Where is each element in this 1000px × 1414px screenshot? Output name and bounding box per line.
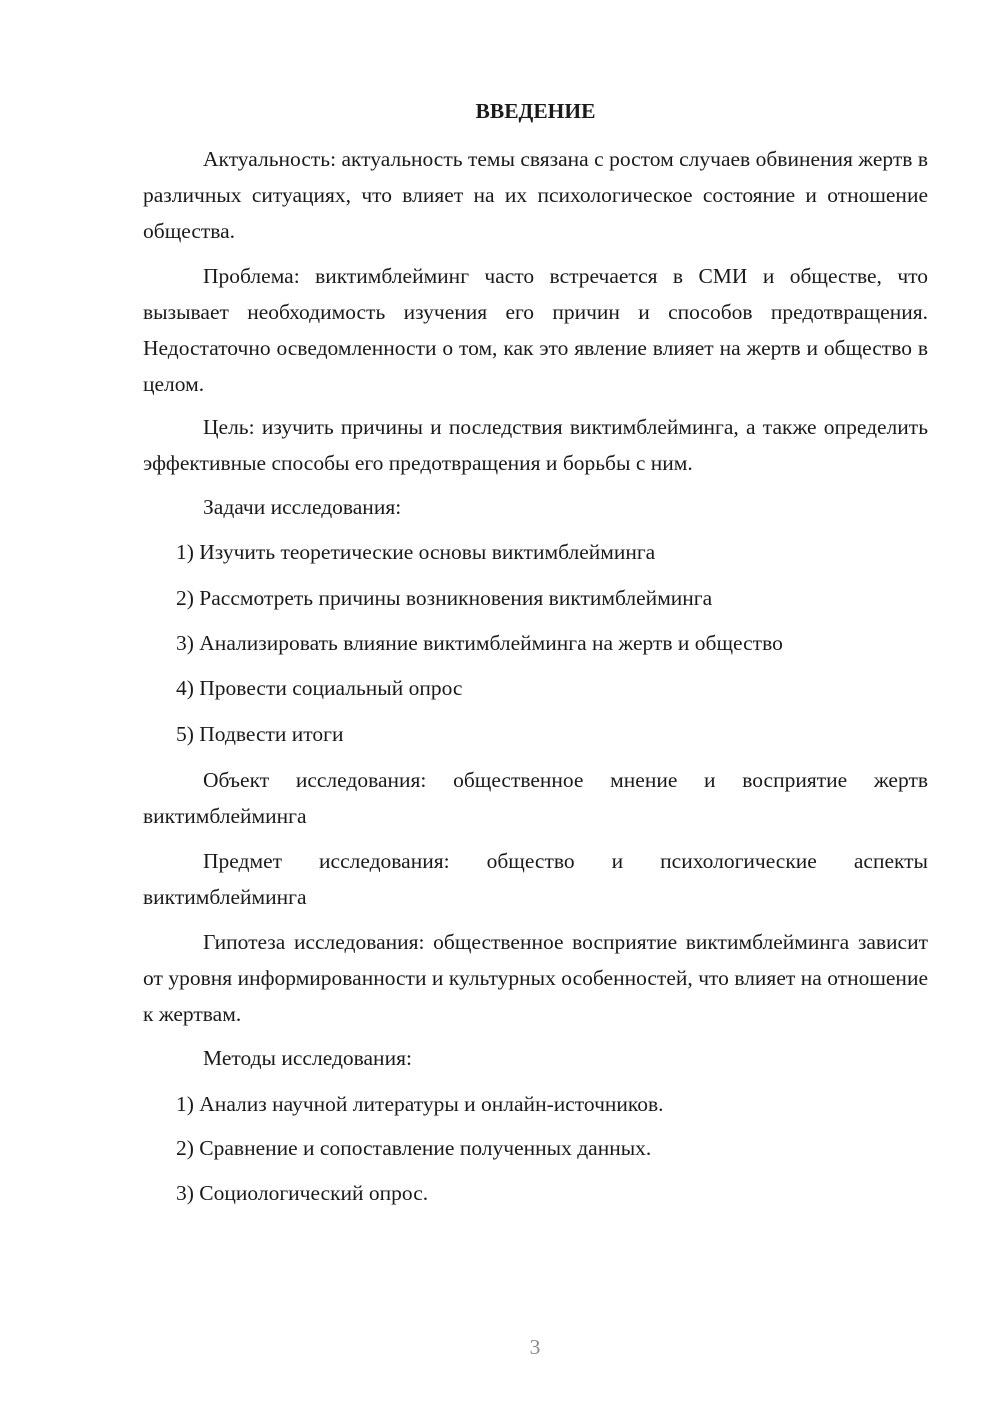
method-item: 3) Социологический опрос.: [176, 1181, 429, 1205]
object-paragraph: Объект исследования: общественное мнение и восприятие жертв виктимблейминга: [143, 768, 928, 828]
methods-heading: Методы исследования:: [203, 1046, 412, 1070]
task-item: 3) Анализировать влияние виктимблейминга на жертв и общество: [176, 631, 783, 655]
goal-paragraph: Цель: изучить причины и последствия виктимблейминга, а также определить эффективные способы его предотвращения и борьбы с ним.: [143, 415, 928, 475]
section-heading: ВВЕДЕНИЕ: [475, 99, 596, 123]
problem-paragraph: Проблема: виктимблейминг часто встречается в СМИ и обществе, что вызывает необходимость изучения его причин и способов предотвращения. Недостаточно осведомленности о том, как это явление влияет на жертв и общество в целом.: [143, 264, 928, 396]
hypothesis-paragraph: Гипотеза исследования: общественное восприятие виктимблейминга зависит от уровня информированности и культурных особенностей, что влияет на отношение к жертвам.: [143, 930, 928, 1026]
page-number: 3: [529, 1335, 541, 1359]
task-item: 4) Провести социальный опрос: [176, 676, 463, 700]
relevance-paragraph: Актуальность: актуальность темы связана с ростом случаев обвинения жертв в различных ситуациях, что влияет на их психологическое состояние и отношение общества.: [143, 147, 928, 243]
subject-paragraph: Предмет исследования: общество и психологические аспекты виктимблейминга: [143, 849, 928, 909]
method-item: 2) Сравнение и сопоставление полученных данных.: [176, 1136, 652, 1160]
method-item: 1) Анализ научной литературы и онлайн-источников.: [176, 1092, 664, 1116]
task-item: 5) Подвести итоги: [176, 722, 344, 746]
task-item: 2) Рассмотреть причины возникновения виктимблейминга: [176, 586, 713, 610]
task-item: 1) Изучить теоретические основы виктимблейминга: [176, 540, 656, 564]
tasks-heading: Задачи исследования:: [203, 495, 402, 519]
